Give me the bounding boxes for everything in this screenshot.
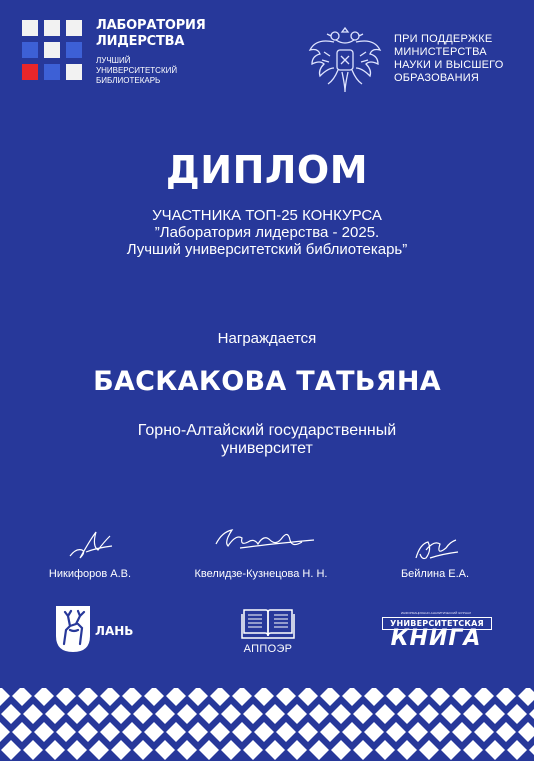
- pattern-diamond: [1, 740, 21, 760]
- pattern-diamond: [232, 688, 252, 706]
- pattern-diamond: [111, 740, 131, 760]
- recipient-name: БАСКАКОВА ТАТЬЯНА: [93, 366, 441, 397]
- awarded-label: Награждается: [217, 330, 317, 347]
- pattern-diamond: [144, 688, 164, 706]
- signature-icon: [66, 522, 116, 562]
- pattern-diamond: [298, 688, 318, 706]
- pattern-diamond: [342, 722, 362, 742]
- signature-icon: [410, 528, 462, 568]
- pattern-diamond: [452, 688, 472, 706]
- pattern-diamond: [364, 722, 384, 742]
- pattern-diamond: [122, 722, 142, 742]
- pattern-diamond: [155, 704, 175, 724]
- pattern-diamond: [309, 740, 329, 760]
- pattern-diamond: [67, 740, 87, 760]
- pattern-diamond: [419, 704, 439, 724]
- book-icon: [240, 604, 296, 642]
- pattern-diamond: [210, 688, 230, 706]
- pattern-diamond: [463, 740, 483, 760]
- pattern-diamond: [320, 688, 340, 706]
- pattern-diamond: [320, 722, 340, 742]
- pattern-diamond: [375, 740, 395, 760]
- pattern-diamond: [89, 704, 109, 724]
- pattern-diamond: [199, 740, 219, 760]
- signer-name-1: Никифоров А.В.: [48, 568, 132, 580]
- pattern-diamond: [485, 740, 505, 760]
- pattern-diamond: [474, 688, 494, 706]
- pattern-diamond: [78, 688, 98, 706]
- pattern-diamond: [364, 688, 384, 706]
- signer-name-2: Квелидзе-Кузнецова Н. Н.: [194, 568, 328, 580]
- pattern-diamond: [485, 704, 505, 724]
- pattern-diamond: [12, 722, 32, 742]
- pattern-diamond: [166, 688, 186, 706]
- pattern-diamond: [67, 704, 87, 724]
- pattern-diamond: [419, 740, 439, 760]
- pattern-diamond: [529, 704, 534, 724]
- pattern-diamond: [232, 722, 252, 742]
- pattern-diamond: [276, 722, 296, 742]
- pattern-diamond: [34, 688, 54, 706]
- ministry-support-text: ПРИ ПОДДЕРЖКЕ МИНИСТЕРСТВА НАУКИ И ВЫСШЕГО ОБРАЗОВАНИЯ: [394, 33, 504, 84]
- pattern-diamond: [430, 688, 450, 706]
- pattern-diamond: [386, 722, 406, 742]
- pattern-diamond: [0, 722, 10, 742]
- pattern-diamond: [331, 704, 351, 724]
- pattern-diamond: [243, 740, 263, 760]
- signature-icon: [210, 520, 320, 560]
- pattern-diamond: [166, 722, 186, 742]
- pattern-diamond: [34, 722, 54, 742]
- pattern-diamond: [100, 688, 120, 706]
- pattern-diamond: [441, 740, 461, 760]
- pattern-diamond: [243, 704, 263, 724]
- pattern-diamond: [133, 704, 153, 724]
- pattern-diamond: [507, 704, 527, 724]
- pattern-diamond: [45, 740, 65, 760]
- pattern-diamond: [133, 740, 153, 760]
- pattern-diamond: [254, 688, 274, 706]
- pattern-diamond: [265, 740, 285, 760]
- pattern-diamond: [342, 688, 362, 706]
- pattern-diamond: [188, 722, 208, 742]
- pattern-diamond: [78, 722, 98, 742]
- lan-label: ЛАНЬ: [95, 624, 134, 638]
- pattern-diamond: [309, 704, 329, 724]
- pattern-diamond: [265, 704, 285, 724]
- pattern-diamond: [386, 688, 406, 706]
- pattern-diamond: [408, 722, 428, 742]
- pattern-diamond: [496, 688, 516, 706]
- pattern-diamond: [23, 740, 43, 760]
- pattern-diamond: [23, 704, 43, 724]
- pattern-diamond: [221, 740, 241, 760]
- pattern-diamond: [397, 740, 417, 760]
- kniga-main-label: КНИГА: [390, 626, 482, 651]
- pattern-diamond: [177, 704, 197, 724]
- kniga-top-label: УНИВЕРСИТЕТСКАЯ: [382, 617, 492, 630]
- pattern-diamond: [1, 704, 21, 724]
- pattern-diamond: [287, 740, 307, 760]
- pattern-diamond: [474, 722, 494, 742]
- diamond-pattern-decoration: [0, 688, 534, 761]
- pattern-diamond: [298, 722, 318, 742]
- pattern-diamond: [287, 704, 307, 724]
- pattern-diamond: [518, 722, 534, 742]
- signer-name-3: Бейлина Е.А.: [400, 568, 470, 580]
- pattern-diamond: [397, 704, 417, 724]
- pattern-diamond: [56, 688, 76, 706]
- pattern-diamond: [518, 688, 534, 706]
- pattern-diamond: [375, 704, 395, 724]
- pattern-diamond: [408, 688, 428, 706]
- pattern-diamond: [188, 688, 208, 706]
- recipient-organization: Горно-Алтайский государственный университет: [137, 422, 397, 457]
- diploma-title: ДИПЛОМ: [165, 148, 369, 192]
- pattern-diamond: [144, 722, 164, 742]
- double-headed-eagle-icon: [306, 22, 384, 98]
- leadership-lab-logo-icon: [22, 20, 82, 80]
- pattern-diamond: [199, 704, 219, 724]
- diploma-subtitle: УЧАСТНИКА ТОП-25 КОНКУРСА ”Лаборатория лидерства - 2025. Лучший университетский библиотекарь”: [126, 207, 408, 258]
- pattern-diamond: [155, 740, 175, 760]
- pattern-diamond: [122, 688, 142, 706]
- apoer-label: АППОЭР: [243, 643, 293, 655]
- pattern-diamond: [452, 722, 472, 742]
- pattern-diamond: [89, 740, 109, 760]
- pattern-diamond: [353, 740, 373, 760]
- pattern-diamond: [276, 688, 296, 706]
- pattern-diamond: [430, 722, 450, 742]
- pattern-diamond: [56, 722, 76, 742]
- pattern-diamond: [353, 704, 373, 724]
- pattern-diamond: [100, 722, 120, 742]
- pattern-diamond: [441, 704, 461, 724]
- logo-title: ЛАБОРАТОРИЯ ЛИДЕРСТВА: [96, 18, 206, 49]
- pattern-diamond: [177, 740, 197, 760]
- pattern-diamond: [12, 688, 32, 706]
- pattern-diamond: [496, 722, 516, 742]
- pattern-diamond: [507, 740, 527, 760]
- pattern-diamond: [331, 740, 351, 760]
- pattern-diamond: [210, 722, 230, 742]
- deer-icon: [56, 606, 90, 652]
- pattern-diamond: [463, 704, 483, 724]
- pattern-diamond: [0, 688, 10, 706]
- pattern-diamond: [221, 704, 241, 724]
- pattern-diamond: [111, 704, 131, 724]
- kniga-tagline: ИНФОРМАЦИОННО-АНАЛИТИЧЕСКИЙ ЖУРНАЛ: [400, 611, 472, 615]
- pattern-diamond: [529, 740, 534, 760]
- pattern-diamond: [45, 704, 65, 724]
- pattern-diamond: [254, 722, 274, 742]
- logo-subtitle: ЛУЧШИЙ УНИВЕРСИТЕТСКИЙ БИБЛИОТЕКАРЬ: [96, 56, 178, 85]
